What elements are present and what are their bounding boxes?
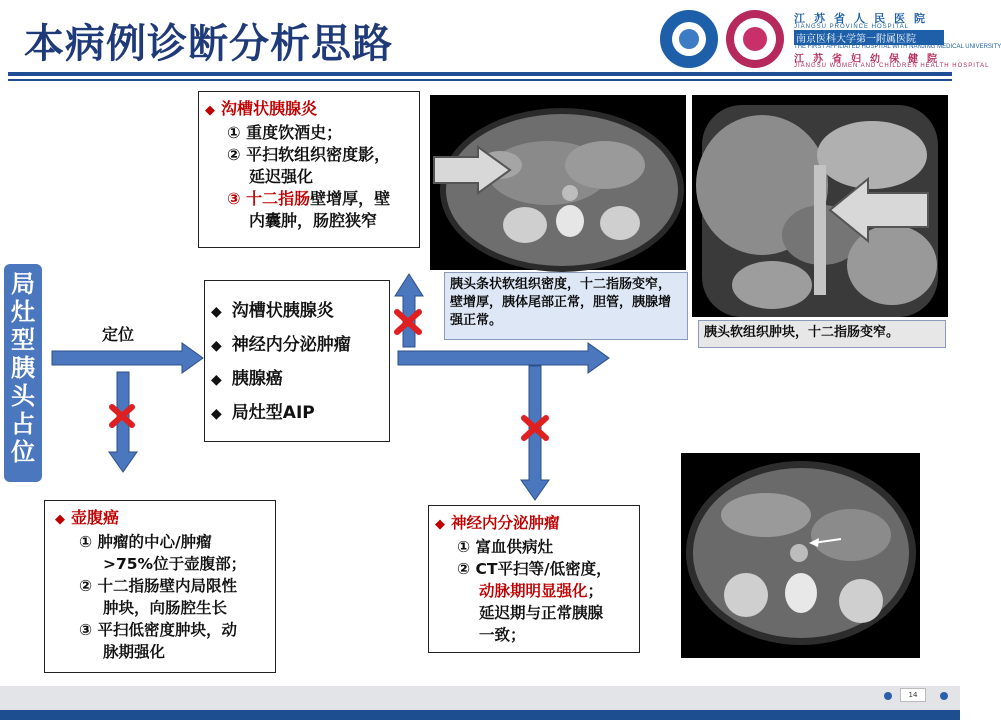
groove-pancreatitis-box	[198, 91, 420, 248]
groove-header: 沟槽状胰腺炎	[221, 99, 318, 118]
diamond-bullet-icon: ◆	[211, 338, 222, 354]
side-label-char: 占	[11, 410, 35, 438]
neuro-item-2-red: 动脉期明显强化	[479, 582, 588, 600]
side-label-char: 局	[11, 270, 35, 298]
ct-coronal-image	[692, 95, 948, 317]
side-label-char: 位	[11, 438, 35, 466]
ampulla-item-3-cont: 脉期强化	[103, 643, 166, 661]
footer-dot-icon	[884, 692, 892, 700]
ampulla-item-1: ① 肿瘤的中心/肿瘤	[79, 533, 212, 551]
diff-item: 局灶型AIP	[231, 403, 315, 423]
hospital-name-3-en: JIANGSU WOMEN AND CHILDREN HEALTH HOSPITAL	[794, 63, 990, 69]
neuro-item-2-red-tail: ；	[587, 582, 604, 600]
neuro-item-2-cont2: 一致；	[479, 626, 526, 644]
ct-axial-image-2	[681, 453, 920, 658]
ct-axial-image	[430, 95, 686, 270]
arrow-main-right	[52, 343, 203, 373]
hospital-name-1: 江苏省人民医院	[794, 13, 934, 25]
diff-item: 沟槽状胰腺炎	[231, 301, 334, 321]
diamond-bullet-icon: ◆	[211, 304, 222, 320]
footer-bar	[0, 710, 960, 720]
neuro-item-2: ② CT平扫等/低密度，	[457, 560, 612, 578]
ct-coronal-caption: 胰头软组织肿块，十二指肠变窄。	[698, 320, 946, 348]
footer-dot-icon	[940, 692, 948, 700]
side-label-char: 灶	[11, 298, 35, 326]
ampulla-item-3: ③ 平扫低密度肿块，动	[79, 621, 238, 639]
neuro-item-2-cont: 延迟期与正常胰腺	[479, 604, 604, 622]
diamond-bullet-icon: ◆	[435, 517, 445, 532]
groove-item-2-cont: 延迟强化	[249, 167, 314, 186]
diamond-bullet-icon: ◆	[205, 103, 215, 118]
ct-axial-caption: 胰头条状软组织密度，十二指肠变窄，壁增厚，胰体尾部正常，胆管，胰腺增强正常。	[444, 272, 688, 340]
ampulla-item-2-cont: 肿块，向肠腔生长	[103, 599, 228, 617]
differential-box	[204, 280, 390, 442]
diamond-bullet-icon: ◆	[211, 406, 222, 422]
neuro-item-1: ① 富血供病灶	[457, 538, 554, 556]
diff-item: 神经内分泌肿瘤	[231, 335, 351, 355]
ampullary-carcinoma-box	[44, 500, 276, 673]
ampulla-header: 壶腹癌	[71, 508, 120, 527]
ampulla-item-2: ② 十二指肠壁内局限性	[79, 577, 238, 595]
page-number: 14	[900, 688, 926, 702]
groove-item-2: ② 平扫软组织密度影，	[227, 145, 391, 164]
groove-item-3-red: 十二指肠	[246, 189, 311, 208]
hospital-name-2: 南京医科大学第一附属医院	[794, 30, 944, 45]
footer-band	[0, 686, 960, 710]
page-title: 本病例诊断分析思路	[24, 21, 393, 67]
arrow-right-2	[398, 343, 609, 373]
side-label-char: 胰	[11, 354, 35, 382]
side-label-char: 型	[11, 326, 35, 354]
neuroendocrine-box	[428, 505, 640, 653]
groove-item-3-cont: 内囊肿，肠腔狭窄	[249, 211, 378, 230]
hospital-name-3: 江苏省妇幼保健院	[794, 54, 946, 65]
locate-label: 定位	[102, 325, 135, 344]
ampulla-item-1-cont: >75%位于壶腹部；	[103, 555, 247, 573]
neuro-header: 神经内分泌肿瘤	[451, 514, 560, 532]
hospital-name-1-en: JIANGSU PROVINCE HOSPITAL	[794, 24, 909, 30]
hospital-name-2-en: THE FIRST AFFILIATED HOSPITAL WITH NANJING MEDICAL UNIVERSITY	[794, 44, 1001, 50]
diff-item: 胰腺癌	[231, 369, 283, 389]
groove-item-3-num: ③	[227, 189, 247, 208]
side-label-char: 头	[11, 382, 35, 410]
groove-item-1: ① 重度饮酒史；	[227, 123, 343, 142]
groove-item-3-rest: 壁增厚，壁	[310, 189, 391, 208]
diamond-bullet-icon: ◆	[211, 372, 222, 388]
diamond-bullet-icon: ◆	[55, 512, 65, 527]
